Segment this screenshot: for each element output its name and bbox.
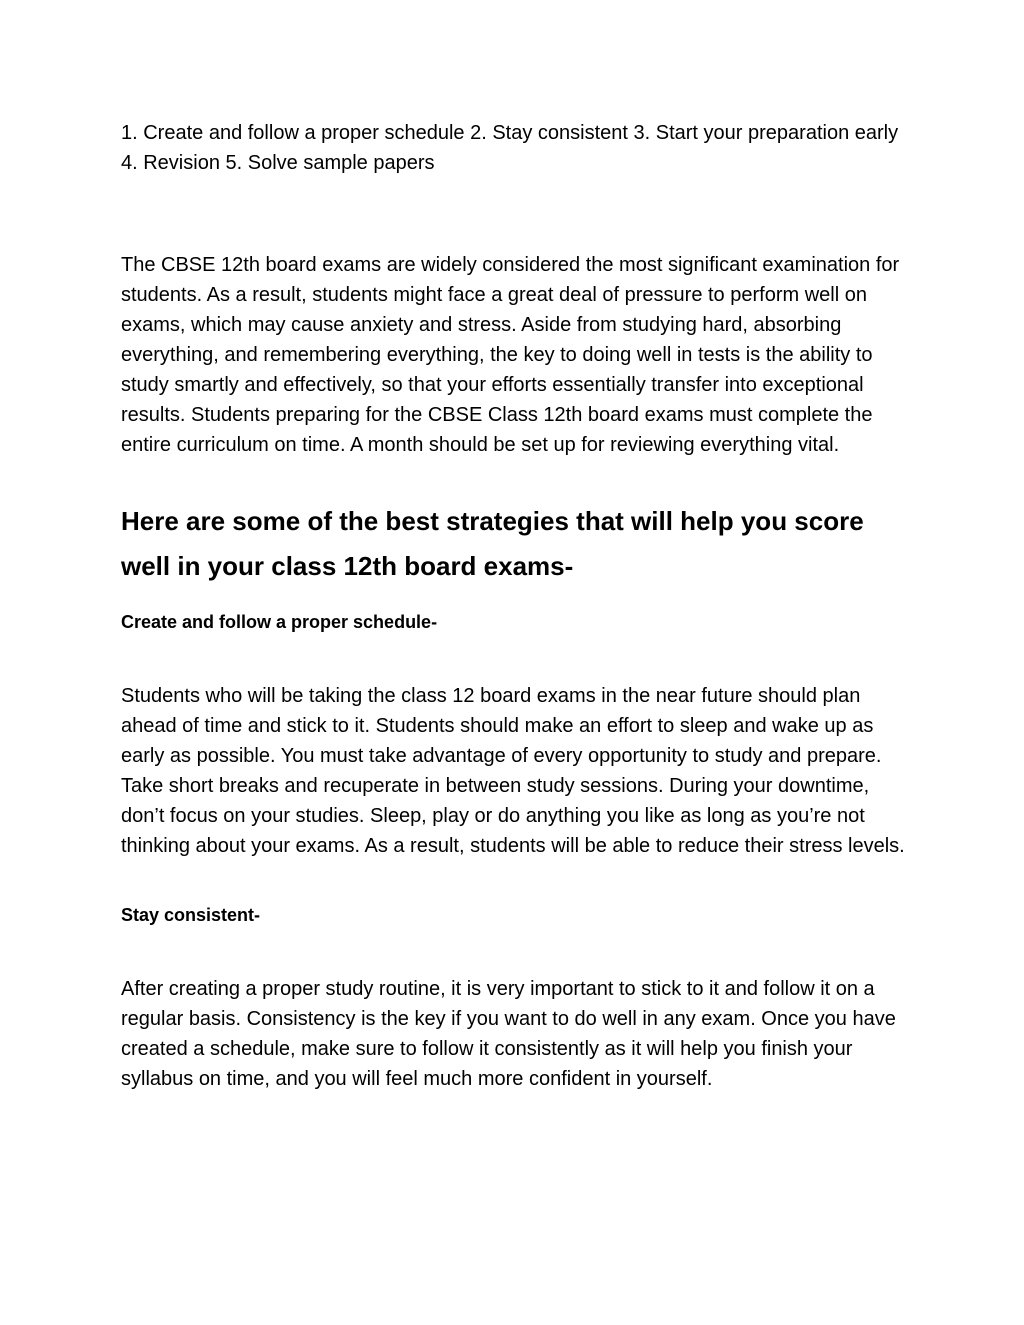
summary-list: 1. Create and follow a proper schedule 2. Stay consistent 3. Start your preparation early 4. Revision 5. Solve sample papers xyxy=(121,122,899,174)
intro-paragraph: The CBSE 12th board exams are widely considered the most significant examination for students. As a result, students might face a great deal of pressure to perform well on exams, which may cause anxiety and stress. Aside from studying hard, absorbing everything, and remembering everything, the key to doing well in tests is the ability to study smartly and effectively, so that your efforts essentially transfer into exceptional results. Students preparing for the CBSE Class 12th board exams must complete the entire curriculum on time. A month should be set up for reviewing everything vital. xyxy=(121,254,900,456)
section-body-schedule: Students who will be taking the class 12 board exams in the near future should plan ahead of time and stick to it. Students should make an effort to sleep and wake up as early as possible. You must take advantage of every opportunity to study and prepare. Take short breaks and recuperate in between study sessions. During your downtime, don’t focus on your studies. Sleep, play or do anything you like as long as you’re not thinking about your exams. As a result, students will be able to reduce their stress levels. xyxy=(121,685,905,857)
section-body-consistent: After creating a proper study routine, it is very important to stick to it and follow it on a regular basis. Consistency is the key if you want to do well in any exam. Once you have created a schedule, make sure to follow it consistently as it will help you finish your syllabus on time, and you will feel much more confident in yourself. xyxy=(121,978,896,1090)
section-heading-consistent: Stay consistent- xyxy=(121,905,261,925)
section-heading-schedule: Create and follow a proper schedule- xyxy=(121,612,438,632)
document-page xyxy=(121,118,911,1094)
main-heading: Here are some of the best strategies that will help you score well in your class 12th board exams- xyxy=(121,506,864,581)
